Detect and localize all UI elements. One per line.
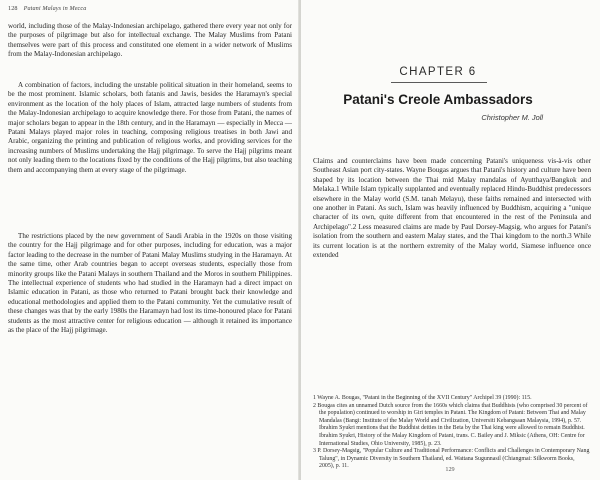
left-page [0, 0, 299, 480]
right-paragraph-1: Claims and counterclaims have been made concerning Patani's uniqueness vis-à-vis other Southeast Asian port city-states. Wayne Bougas argues that Patani's history and culture have been shaped by its location between the Thai mid Malay mandalas of Ayutthaya/Bangkok and Melaka.1 While Islam typically supplanted and eventually replaced Hindu-Buddhist predecessors elsewhere in the Malay world (S.M. tanah Melayu), these faiths remained and intersected with one another in Patani. As such, Islam was heavily influenced by Buddhism, acquiring a "unique character of its own, quite different from that encountered in the rest of the Peninsula and Archipelago".2 Less measured claims are made by Paul Dorsey-Magsig, who argues for Patani's isolation from the southern and eastern Malay states, and the Thai kingdom to the north.3 While its current location is at the northern extremity of the Malay world, Siamese influence once extended [313, 157, 591, 260]
left-body-text-3 [8, 232, 292, 335]
left-paragraph-2: A combination of factors, including the unstable political situation in their homeland, seems to be the most prominent. Islamic scholars, both fatanis and Jawis, besides the Haramayn's special environment as the location of the holy places of Islam, attracted large numbers of students from the Malay-Indonesian archipelago to acquire knowledge there. For those from Patani, the names of major scholars began to appear in the 18th century, and in the Haramayn — especially in Mecca — Patani Malays played major roles in teaching, composing religious treatises in both Jawi and Arabic, organizing the printing and publication of religious works, and providing services for the increasing numbers of Muslims undertaking the Hajj pilgrimage. To serve the Hajj pilgrims meant not only leading them to the locations fixed by the conditions of the Hajj pilgrims, but also teaching them and accompanying them at every stage of the pilgrimage. [8, 81, 292, 174]
left-paragraph-3: The restrictions placed by the new government of Saudi Arabia in the 1920s on those visiting the country for the Hajj pilgrimage and for other purposes, including for education, was a major factor leading to the decrease in the number of Patani Malay Muslims studying in the Haramayn. At the same time, other Arab countries began to accept overseas students, especially those from minority groups like the Patani Malays in southern Thailand and the Moros in southern Philippines. The intellectual experience of students who had studied in the Haramayn had a direct impact on Islamic education in Patani, as those who returned to Patani brought back their knowledge and educational methodologies and applied them to the Patani community. Yet the cumulative result of these changes was that by the early 1980s the Haramayn had lost its time-honoured place for Patani students as the most attractive center for religious education — although it retained its importance as the place of the Hajj pilgrimage. [8, 232, 292, 335]
left-page-number: 128 [8, 5, 18, 12]
chapter-rule [391, 82, 487, 83]
left-body-text-1 [8, 22, 292, 60]
chapter-label: CHAPTER 6 [399, 66, 477, 78]
right-body-text [313, 157, 591, 260]
running-head [8, 5, 86, 12]
chapter-author: Christopher M. Joll [481, 113, 543, 122]
footnote: 1 Wayne A. Bougas, "Patani in the Beginning of the XVII Century" Archipel 39 (1990): 115. [313, 395, 532, 401]
footnote: 2 Bougas cites an unnamed Dutch source from the 1660s which claims that Buddhists (who comprised 30 percent of the population) continued to worship in Giri temples in Patani. The Kingdom of Patani: Between Thai and Malay Mandalas (Bangi: Institute of the Malay World and Civilization, Universiti Kebangsaan Malaysia, 1994), p. 57. Ibrahim Syukri mentions that the Buddhist deities in the Beta by the Thai king were allowed to remain Buddhist. Ibrahim Syukri, History of the Malay Kingdom of Patani, trans. C. Bailey and J. Miksic (Athens, OH: Centre for International Studies, Ohio University, 1985), p. 23. [313, 402, 588, 447]
right-page-number: 129 [445, 466, 455, 473]
running-head-title: Patani Malays in Mecca [23, 5, 87, 12]
left-paragraph-1: world, including those of the Malay-Indonesian archipelago, gathered there every year not only for the purposes of pilgrimage but also for intellectual exchange. The Malay Muslims from Patani themselves were part of this process and constituted one element in a wider network of Muslims from the Malay-Indonesian archipelago. [8, 22, 292, 59]
footnotes [313, 395, 591, 471]
footnote: 3 P. Dorsey-Magsig, "Popular Culture and Traditional Performance: Conflicts and Challenges in Contemporary Nang Talung", in Dynamic Diversity in Southern Thailand, ed. Wattana Sugunnasil (Chiangmai: Silkworm Books, 2005), p. 11. [313, 448, 590, 470]
chapter-title: Patani's Creole Ambassadors [343, 92, 533, 107]
left-body-text-2 [8, 81, 292, 175]
